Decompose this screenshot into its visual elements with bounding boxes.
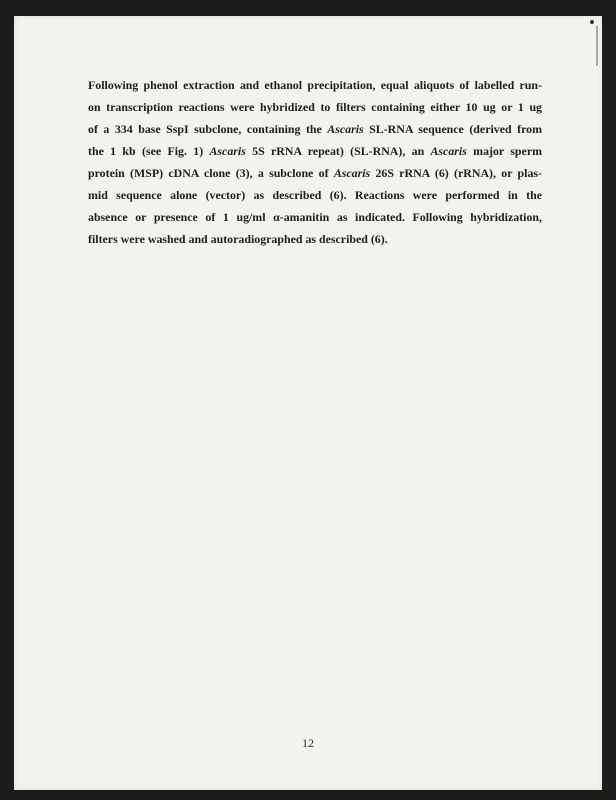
methods-paragraph xyxy=(88,74,542,250)
paragraph-line-7: absence or presence of 1 ug/ml α-amanitin as indicated. Following hybridization, xyxy=(88,210,542,224)
corner-mark xyxy=(590,20,594,24)
page-number: 12 xyxy=(302,736,314,750)
paragraph-line-1: Following phenol extraction and ethanol precipitation, equal aliquots of labelled run- xyxy=(88,78,542,92)
paragraph-line-8: filters were washed and autoradiographed as described (6). xyxy=(88,232,388,246)
paragraph-line-4: the 1 kb (see Fig. 1) Ascaris 5S rRNA repeat) (SL-RNA), an Ascaris major sperm xyxy=(88,144,543,158)
document-page xyxy=(14,16,602,790)
paragraph-line-2: on transcription reactions were hybridized to filters containing either 10 ug or 1 ug xyxy=(88,100,542,114)
paragraph-line-3: of a 334 base SspI subclone, containing the Ascaris SL-RNA sequence (derived from xyxy=(88,122,542,136)
organism-name: Ascaris xyxy=(333,166,371,180)
organism-name: Ascaris xyxy=(209,144,246,158)
organism-name: Ascaris xyxy=(327,122,364,136)
paragraph-line-5: protein (MSP) cDNA clone (3), a subclone of Ascaris 26S rRNA (6) (rRNA), or plas- xyxy=(88,166,542,180)
paragraph-line-6: mid sequence alone (vector) as described (6). Reactions were performed in the xyxy=(88,188,542,202)
edge-mark xyxy=(596,26,598,66)
organism-name: Ascaris xyxy=(430,144,467,158)
